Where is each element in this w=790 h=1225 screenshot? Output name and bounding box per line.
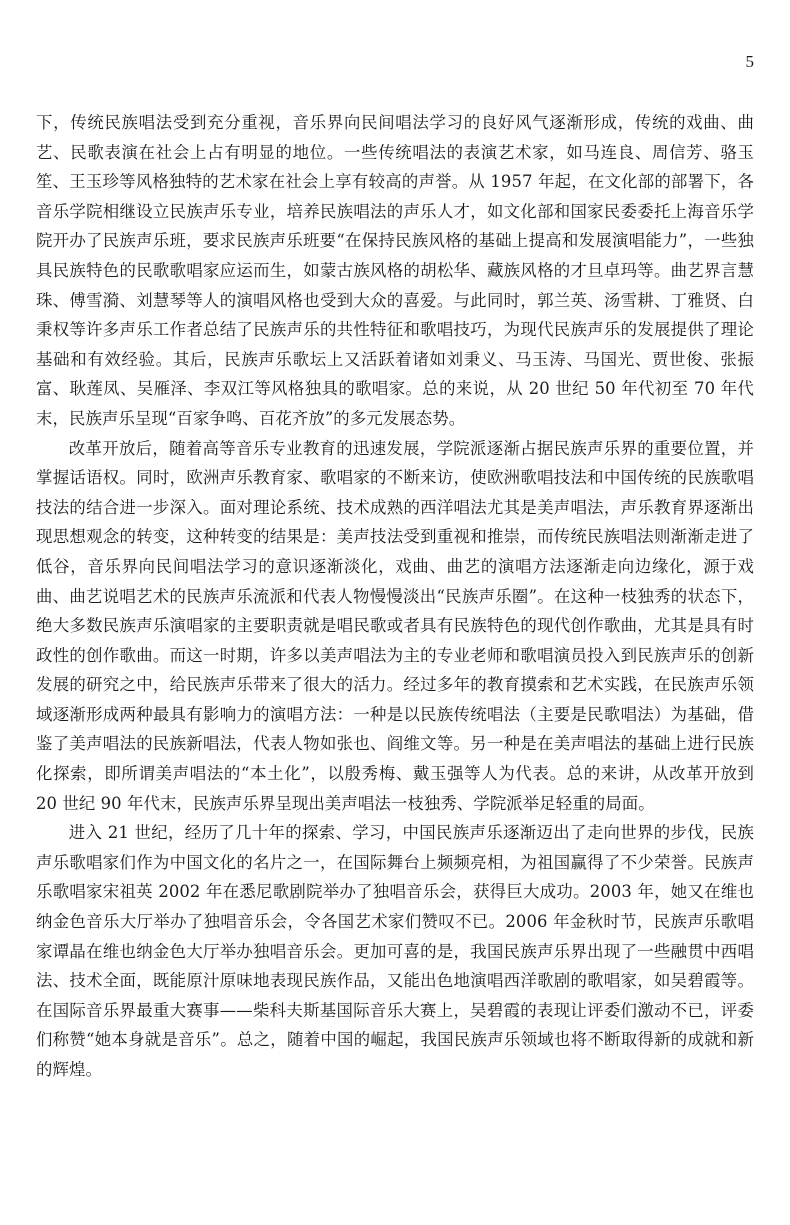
page-number: 5 [745, 52, 754, 71]
paragraph-21st-century: 进入 21 世纪，经历了几十年的探索、学习，中国民族声乐逐渐迈出了走向世界的步伐，民族声乐歌唱家们作为中国文化的名片之一，在国际舞台上频频亮相，为祖国赢得了不少荣誉。民族声乐歌唱家宋祖英 2002 年在悉尼歌剧院举办了独唱音乐会，获得巨大成功。2003 年，她又在维也纳金色音乐大厅举办了独唱音乐会，令各国艺术家们赞叹不已。2006 年金秋时节，民族声乐歌唱家谭晶在维也纳金色大厅举办独唱音乐会。更加可喜的是，我国民族声乐界出现了一些融贯中西唱法、技术全面，既能原汁原味地表现民族作品，又能出色地演唱西洋歌剧的歌唱家，如吴碧霞等。在国际音乐界最重大赛事——柴科夫斯基国际音乐大赛上，吴碧霞的表现让评委们激动不已，评委们称赞“她本身就是音乐”。总之，随着中国的崛起，我国民族声乐领域也将不断取得新的成就和新的辉煌。 [36, 823, 754, 1079]
paragraph-reform-era: 改革开放后，随着高等音乐专业教育的迅速发展，学院派逐渐占据民族声乐界的重要位置，并掌握话语权。同时，欧洲声乐教育家、歌唱家的不断来访，使欧洲歌唱技法和中国传统的民族歌唱技法的结合进一步深入。面对理论系统、技术成熟的西洋唱法尤其是美声唱法，声乐教育界逐渐出现思想观念的转变，这种转变的结果是：美声技法受到重视和推崇，而传统民族唱法则渐渐走进了低谷，音乐界向民间唱法学习的意识逐渐淡化，戏曲、曲艺的演唱方法逐渐走向边缘化，源于戏曲、曲艺说唱艺术的民族声乐流派和代表人物慢慢淡出“民族声乐圈”。在这种一枝独秀的状态下，绝大多数民族声乐演唱家的主要职责就是唱民歌或者具有民族特色的现代创作歌曲，尤其是具有时政性的创作歌曲。而这一时期，许多以美声唱法为主的专业老师和歌唱演员投入到民族声乐的创新发展的研究之中，给民族声乐带来了很大的活力。经过多年的教育摸索和艺术实践，在民族声乐领域逐渐形成两种最具有影响力的演唱方法：一种是以民族传统唱法（主要是民歌唱法）为基础，借鉴了美声唱法的民族新唱法，代表人物如张也、阎维文等。另一种是在美声唱法的基础上进行民族化探索，即所谓美声唱法的“本土化”，以殷秀梅、戴玉强等人为代表。总的来讲，从改革开放到 20 世纪 90 年代末，民族声乐界呈现出美声唱法一枝独秀、学院派举足轻重的局面。 [36, 438, 754, 813]
paragraph-continuation: 下，传统民族唱法受到充分重视，音乐界向民间唱法学习的良好风气逐渐形成，传统的戏曲、曲艺、民歌表演在社会上占有明显的地位。一些传统唱法的表演艺术家，如马连良、周信芳、骆玉笙、王玉珍等风格独特的艺术家在社会上享有较高的声誉。从 1957 年起，在文化部的部署下，各音乐学院相继设立民族声乐专业，培养民族唱法的声乐人才，如文化部和国家民委委托上海音乐学院开办了民族声乐班，要求民族声乐班要“在保持民族风格的基础上提高和发展演唱能力”，一些独具民族特色的民歌歌唱家应运而生，如蒙古族风格的胡松华、藏族风格的才旦卓玛等。曲艺界言慧珠、傅雪漪、刘慧琴等人的演唱风格也受到大众的喜爱。与此同时，郭兰英、汤雪耕、丁雅贤、白秉权等许多声乐工作者总结了民族声乐的共性特征和歌唱技巧，为现代民族声乐的发展提供了理论基础和有效经验。其后，民族声乐歌坛上又活跃着诸如刘秉义、马玉涛、马国光、贾世俊、张振富、耿莲凤、吴雁泽、李双江等风格独具的歌唱家。总的来说，从 20 世纪 50 年代初至 70 年代末，民族声乐呈现“百家争鸣、百花齐放”的多元发展态势。 [36, 113, 754, 428]
page-body [36, 108, 754, 1085]
